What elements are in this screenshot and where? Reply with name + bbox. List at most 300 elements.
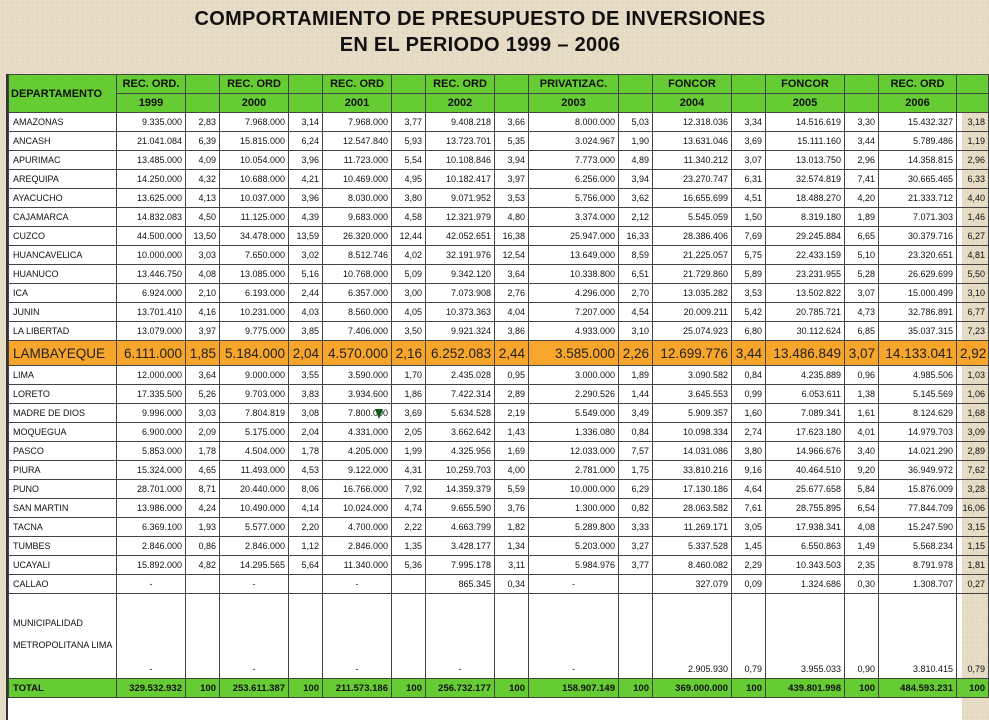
header-period-year: 2005 [766,94,845,113]
amount-cell: 10.688.000 [220,170,289,189]
amount-cell: 11.125.000 [220,208,289,227]
amount-cell: 32.786.891 [879,303,957,322]
percent-cell: 3,07 [845,284,879,303]
amount-cell: 3.590.000 [323,366,392,385]
amount-cell: 3.934.600 [323,385,392,404]
percent-cell: 5,16 [289,265,323,284]
department-name: LA LIBERTAD [9,322,117,341]
amount-cell: 15.000.499 [879,284,957,303]
amount-cell: - [323,594,392,679]
header-percent-cell [495,94,529,113]
table-row [9,132,989,151]
percent-cell: 1,90 [619,132,653,151]
percent-cell: 3,50 [392,322,426,341]
table-row [9,284,989,303]
amount-cell: 10.768.000 [323,265,392,284]
amount-cell: 10.490.000 [220,499,289,518]
amount-cell: 8.512.746 [323,246,392,265]
percent-cell: 2,76 [495,284,529,303]
amount-cell: - [220,594,289,679]
percent-cell: 4,13 [186,189,220,208]
percent-cell: 3,33 [619,518,653,537]
percent-cell: 3,77 [619,556,653,575]
amount-cell: 5.289.800 [529,518,619,537]
percent-cell: 1,89 [619,366,653,385]
header-percent-cell [289,94,323,113]
amount-cell: 13.986.000 [117,499,186,518]
percent-cell: 7,41 [845,170,879,189]
budget-table [8,74,989,698]
amount-cell: 30.379.716 [879,227,957,246]
amount-cell: 12.321.979 [426,208,495,227]
amount-cell: 439.801.998 [766,679,845,698]
percent-cell: 1,99 [392,442,426,461]
amount-cell: 7.207.000 [529,303,619,322]
department-name: CUZCO [9,227,117,246]
table-row [9,227,989,246]
amount-cell: 4.235.889 [766,366,845,385]
green-marker-shape [375,409,383,419]
amount-cell: 12.318.036 [653,113,732,132]
amount-cell: 36.949.972 [879,461,957,480]
amount-cell: 15.324.000 [117,461,186,480]
percent-cell: 3,64 [495,265,529,284]
header-period-year: 2004 [653,94,732,113]
amount-cell: 11.269.171 [653,518,732,537]
amount-cell: 7.073.908 [426,284,495,303]
percent-cell: 3,53 [732,284,766,303]
percent-cell: 4,24 [186,499,220,518]
percent-cell: 3,94 [619,170,653,189]
percent-cell: 6,65 [845,227,879,246]
percent-cell: 3,18 [957,113,989,132]
percent-cell: 6,24 [289,132,323,151]
percent-cell: 1,34 [495,537,529,556]
amount-cell: - [220,575,289,594]
amount-cell: 3.000.000 [529,366,619,385]
percent-cell: 1,03 [957,366,989,385]
department-name: TUMBES [9,537,117,556]
percent-cell [392,594,426,679]
amount-cell: 23.231.955 [766,265,845,284]
percent-cell: 3,83 [289,385,323,404]
header-percent-cell [392,75,426,94]
amount-cell: - [117,575,186,594]
percent-cell: 3,08 [289,404,323,423]
department-name: TOTAL [9,679,117,698]
percent-cell: 3,34 [732,113,766,132]
percent-cell: 100 [186,679,220,698]
amount-cell: 5.577.000 [220,518,289,537]
percent-cell: 2,35 [845,556,879,575]
amount-cell: - [323,575,392,594]
amount-cell: 14.358.815 [879,151,957,170]
percent-cell: 3,80 [392,189,426,208]
amount-cell: 33.810.216 [653,461,732,480]
percent-cell: 3,28 [957,480,989,499]
department-name: ICA [9,284,117,303]
amount-cell: 25.947.000 [529,227,619,246]
amount-cell: 30.112.624 [766,322,845,341]
percent-cell: 9,20 [845,461,879,480]
percent-cell: 4,54 [619,303,653,322]
amount-cell: 7.406.000 [323,322,392,341]
percent-cell: 3,11 [495,556,529,575]
percent-cell: 100 [732,679,766,698]
header-percent-cell [289,75,323,94]
percent-cell: 3,05 [732,518,766,537]
header-percent-cell [186,75,220,94]
percent-cell: 2,04 [289,423,323,442]
percent-cell: 5,64 [289,556,323,575]
department-name: PUNO [9,480,117,499]
percent-cell: 3,44 [845,132,879,151]
table-row [9,575,989,594]
percent-cell: 5,50 [957,265,989,284]
amount-cell: 13.625.000 [117,189,186,208]
amount-cell: 7.968.000 [323,113,392,132]
table-row [9,404,989,423]
amount-cell: 6.256.000 [529,170,619,189]
percent-cell [392,575,426,594]
percent-cell: 2,44 [495,341,529,366]
header-period-year: 2003 [529,94,619,113]
amount-cell: 10.000.000 [529,480,619,499]
amount-cell: 5.175.000 [220,423,289,442]
percent-cell: 3,03 [186,404,220,423]
percent-cell: 4,82 [186,556,220,575]
amount-cell: 4.331.000 [323,423,392,442]
amount-cell: 25.677.658 [766,480,845,499]
percent-cell: 0,34 [495,575,529,594]
header-period-line1: REC. ORD [426,75,495,94]
table-row [9,518,989,537]
amount-cell: 9.335.000 [117,113,186,132]
percent-cell: 9,16 [732,461,766,480]
percent-cell: 6,39 [186,132,220,151]
amount-cell: 9.122.000 [323,461,392,480]
header-period-line1: REC. ORD [220,75,289,94]
amount-cell: 3.374.000 [529,208,619,227]
amount-cell: 5.549.000 [529,404,619,423]
department-name: HUANUCO [9,265,117,284]
percent-cell: 3,97 [495,170,529,189]
percent-cell: 16,06 [957,499,989,518]
amount-cell: 77.844.709 [879,499,957,518]
percent-cell: 1,49 [845,537,879,556]
amount-cell: 1.300.000 [529,499,619,518]
department-name: LAMBAYEQUE [9,341,117,366]
percent-cell: 1,61 [845,404,879,423]
amount-cell: 13.079.000 [117,322,186,341]
department-name: CAJAMARCA [9,208,117,227]
amount-cell: 40.464.510 [766,461,845,480]
amount-cell: 4.325.956 [426,442,495,461]
percent-cell: 6,80 [732,322,766,341]
amount-cell: 4.205.000 [323,442,392,461]
percent-cell: 12,54 [495,246,529,265]
table-row [9,366,989,385]
amount-cell: 17.938.341 [766,518,845,537]
percent-cell [186,594,220,679]
amount-cell: 13.013.750 [766,151,845,170]
amount-cell: 5.568.234 [879,537,957,556]
percent-cell: 8,59 [619,246,653,265]
header-period-year: 2000 [220,94,289,113]
percent-cell: 2,29 [732,556,766,575]
table-row [9,594,989,679]
table-row [9,499,989,518]
percent-cell: 2,20 [289,518,323,537]
percent-cell: 5,54 [392,151,426,170]
amount-cell: 15.876.009 [879,480,957,499]
percent-cell: 3,10 [619,322,653,341]
page-title [0,6,960,58]
percent-cell: 6,27 [957,227,989,246]
amount-cell: 6.369.100 [117,518,186,537]
amount-cell: 25.074.923 [653,322,732,341]
percent-cell: 5,35 [495,132,529,151]
percent-cell: 3,55 [289,366,323,385]
amount-cell: 6.252.083 [426,341,495,366]
amount-cell: 14.979.703 [879,423,957,442]
percent-cell: 16,33 [619,227,653,246]
amount-cell: 13.649.000 [529,246,619,265]
header-period-year: 2006 [879,94,957,113]
department-name: AYACUCHO [9,189,117,208]
percent-cell: 3,94 [495,151,529,170]
percent-cell: 7,92 [392,480,426,499]
amount-cell: 15.892.000 [117,556,186,575]
amount-cell: 329.532.932 [117,679,186,698]
amount-cell: 7.804.819 [220,404,289,423]
amount-cell: 4.700.000 [323,518,392,537]
amount-cell: 12.699.776 [653,341,732,366]
total-row [9,679,989,698]
table-row [9,189,989,208]
table-row [9,151,989,170]
percent-cell: 8,71 [186,480,220,499]
percent-cell: 1,45 [732,537,766,556]
percent-cell: 1,06 [957,385,989,404]
amount-cell: 7.800.000 [323,404,392,423]
percent-cell: 1,60 [732,404,766,423]
amount-cell: 6.924.000 [117,284,186,303]
percent-cell: 8,06 [289,480,323,499]
amount-cell: 10.469.000 [323,170,392,189]
amount-cell: 2.905.930 [653,594,732,679]
percent-cell: 1,68 [957,404,989,423]
amount-cell: 8.560.000 [323,303,392,322]
amount-cell: 23.320.651 [879,246,957,265]
amount-cell: 7.650.000 [220,246,289,265]
percent-cell: 2,10 [186,284,220,303]
percent-cell [289,594,323,679]
amount-cell: - [426,594,495,679]
percent-cell: 4,40 [957,189,989,208]
percent-cell: 1,46 [957,208,989,227]
department-name: PASCO [9,442,117,461]
percent-cell: 0,84 [619,423,653,442]
percent-cell [619,594,653,679]
percent-cell: 2,05 [392,423,426,442]
percent-cell: 4,80 [495,208,529,227]
percent-cell: 12,44 [392,227,426,246]
amount-cell: 2.435.028 [426,366,495,385]
percent-cell: 0,95 [495,366,529,385]
department-name: PIURA [9,461,117,480]
percent-cell: 3,66 [495,113,529,132]
percent-cell: 3,10 [957,284,989,303]
amount-cell: 14.031.086 [653,442,732,461]
percent-cell: 1,70 [392,366,426,385]
percent-cell: 1,82 [495,518,529,537]
percent-cell: 4,74 [392,499,426,518]
percent-cell: 5,84 [845,480,879,499]
amount-cell: 16.766.000 [323,480,392,499]
amount-cell: 5.984.976 [529,556,619,575]
amount-cell: 10.338.800 [529,265,619,284]
amount-cell: 13.701.410 [117,303,186,322]
amount-cell: 5.756.000 [529,189,619,208]
title-line-1: COMPORTAMIENTO DE PRESUPUESTO DE INVERSIONES [194,8,766,30]
percent-cell: 5,75 [732,246,766,265]
amount-cell: 9.683.000 [323,208,392,227]
header-percent-cell [845,75,879,94]
header-departamento: DEPARTAMENTO [9,75,117,113]
amount-cell: 7.995.178 [426,556,495,575]
header-period-line1: FONCOR [766,75,845,94]
amount-cell: 9.996.000 [117,404,186,423]
percent-cell: 3,03 [186,246,220,265]
percent-cell: 0,30 [845,575,879,594]
percent-cell: 7,57 [619,442,653,461]
amount-cell: 15.432.327 [879,113,957,132]
table-row [9,480,989,499]
percent-cell: 3,64 [186,366,220,385]
department-name: LORETO [9,385,117,404]
percent-cell: 1,43 [495,423,529,442]
table-row [9,265,989,284]
percent-cell: 5,03 [619,113,653,132]
amount-cell: 253.611.387 [220,679,289,698]
header-period-line1: REC. ORD [879,75,957,94]
percent-cell: 6,85 [845,322,879,341]
percent-cell: 100 [495,679,529,698]
percent-cell: 4,81 [957,246,989,265]
percent-cell [289,575,323,594]
budget-table-container [6,74,987,720]
amount-cell: 5.909.357 [653,404,732,423]
percent-cell: 3,96 [289,189,323,208]
amount-cell: 10.182.417 [426,170,495,189]
percent-cell: 4,53 [289,461,323,480]
percent-cell: 100 [845,679,879,698]
amount-cell: 8.124.629 [879,404,957,423]
percent-cell: 0,99 [732,385,766,404]
amount-cell: 6.111.000 [117,341,186,366]
amount-cell: 10.231.000 [220,303,289,322]
percent-cell: 5,28 [845,265,879,284]
table-row [9,303,989,322]
percent-cell: 0,27 [957,575,989,594]
percent-cell: 4,00 [495,461,529,480]
percent-cell: 4,08 [186,265,220,284]
table-row [9,385,989,404]
percent-cell: 2,22 [392,518,426,537]
percent-cell: 0,84 [732,366,766,385]
percent-cell: 0,82 [619,499,653,518]
percent-cell: 2,12 [619,208,653,227]
amount-cell: 1.308.707 [879,575,957,594]
amount-cell: 3.645.553 [653,385,732,404]
percent-cell: 4,03 [289,303,323,322]
amount-cell: 21.225.057 [653,246,732,265]
amount-cell: - [529,575,619,594]
amount-cell: 2.290.526 [529,385,619,404]
amount-cell: 9.342.120 [426,265,495,284]
header-period-year: 2002 [426,94,495,113]
percent-cell: 0,79 [732,594,766,679]
amount-cell: 1.336.080 [529,423,619,442]
table-body [9,113,989,698]
percent-cell: 0,96 [845,366,879,385]
percent-cell: 6,54 [845,499,879,518]
amount-cell: 3.810.415 [879,594,957,679]
amount-cell: 10.373.363 [426,303,495,322]
percent-cell: 3,15 [957,518,989,537]
amount-cell: 5.337.528 [653,537,732,556]
amount-cell: 11.493.000 [220,461,289,480]
department-name: MOQUEGUA [9,423,117,442]
amount-cell: 13.085.000 [220,265,289,284]
percent-cell: 4,39 [289,208,323,227]
amount-cell: 9.921.324 [426,322,495,341]
amount-cell: 13.631.046 [653,132,732,151]
amount-cell: 8.319.180 [766,208,845,227]
amount-cell: 1.324.686 [766,575,845,594]
amount-cell: 5.184.000 [220,341,289,366]
amount-cell: 2.846.000 [117,537,186,556]
amount-cell: 158.907.149 [529,679,619,698]
amount-cell: 9.655.590 [426,499,495,518]
department-name: UCAYALI [9,556,117,575]
amount-cell: 32.191.976 [426,246,495,265]
amount-cell: 11.340.212 [653,151,732,170]
amount-cell: 7.089.341 [766,404,845,423]
percent-cell: 100 [619,679,653,698]
highlighted-row [9,341,989,366]
percent-cell: 1,86 [392,385,426,404]
table-row [9,113,989,132]
percent-cell: 1,44 [619,385,653,404]
percent-cell: 1,81 [957,556,989,575]
percent-cell: 3,62 [619,189,653,208]
percent-cell: 1,78 [186,442,220,461]
amount-cell: 7.071.303 [879,208,957,227]
department-name: TACNA [9,518,117,537]
amount-cell: 5.634.528 [426,404,495,423]
percent-cell: 3,76 [495,499,529,518]
percent-cell: 16,38 [495,227,529,246]
percent-cell: 6,77 [957,303,989,322]
amount-cell: 35.037.315 [879,322,957,341]
amount-cell: 20.785.721 [766,303,845,322]
percent-cell: 100 [289,679,323,698]
department-name: ANCASH [9,132,117,151]
percent-cell: 1,19 [957,132,989,151]
percent-cell: 1,15 [957,537,989,556]
